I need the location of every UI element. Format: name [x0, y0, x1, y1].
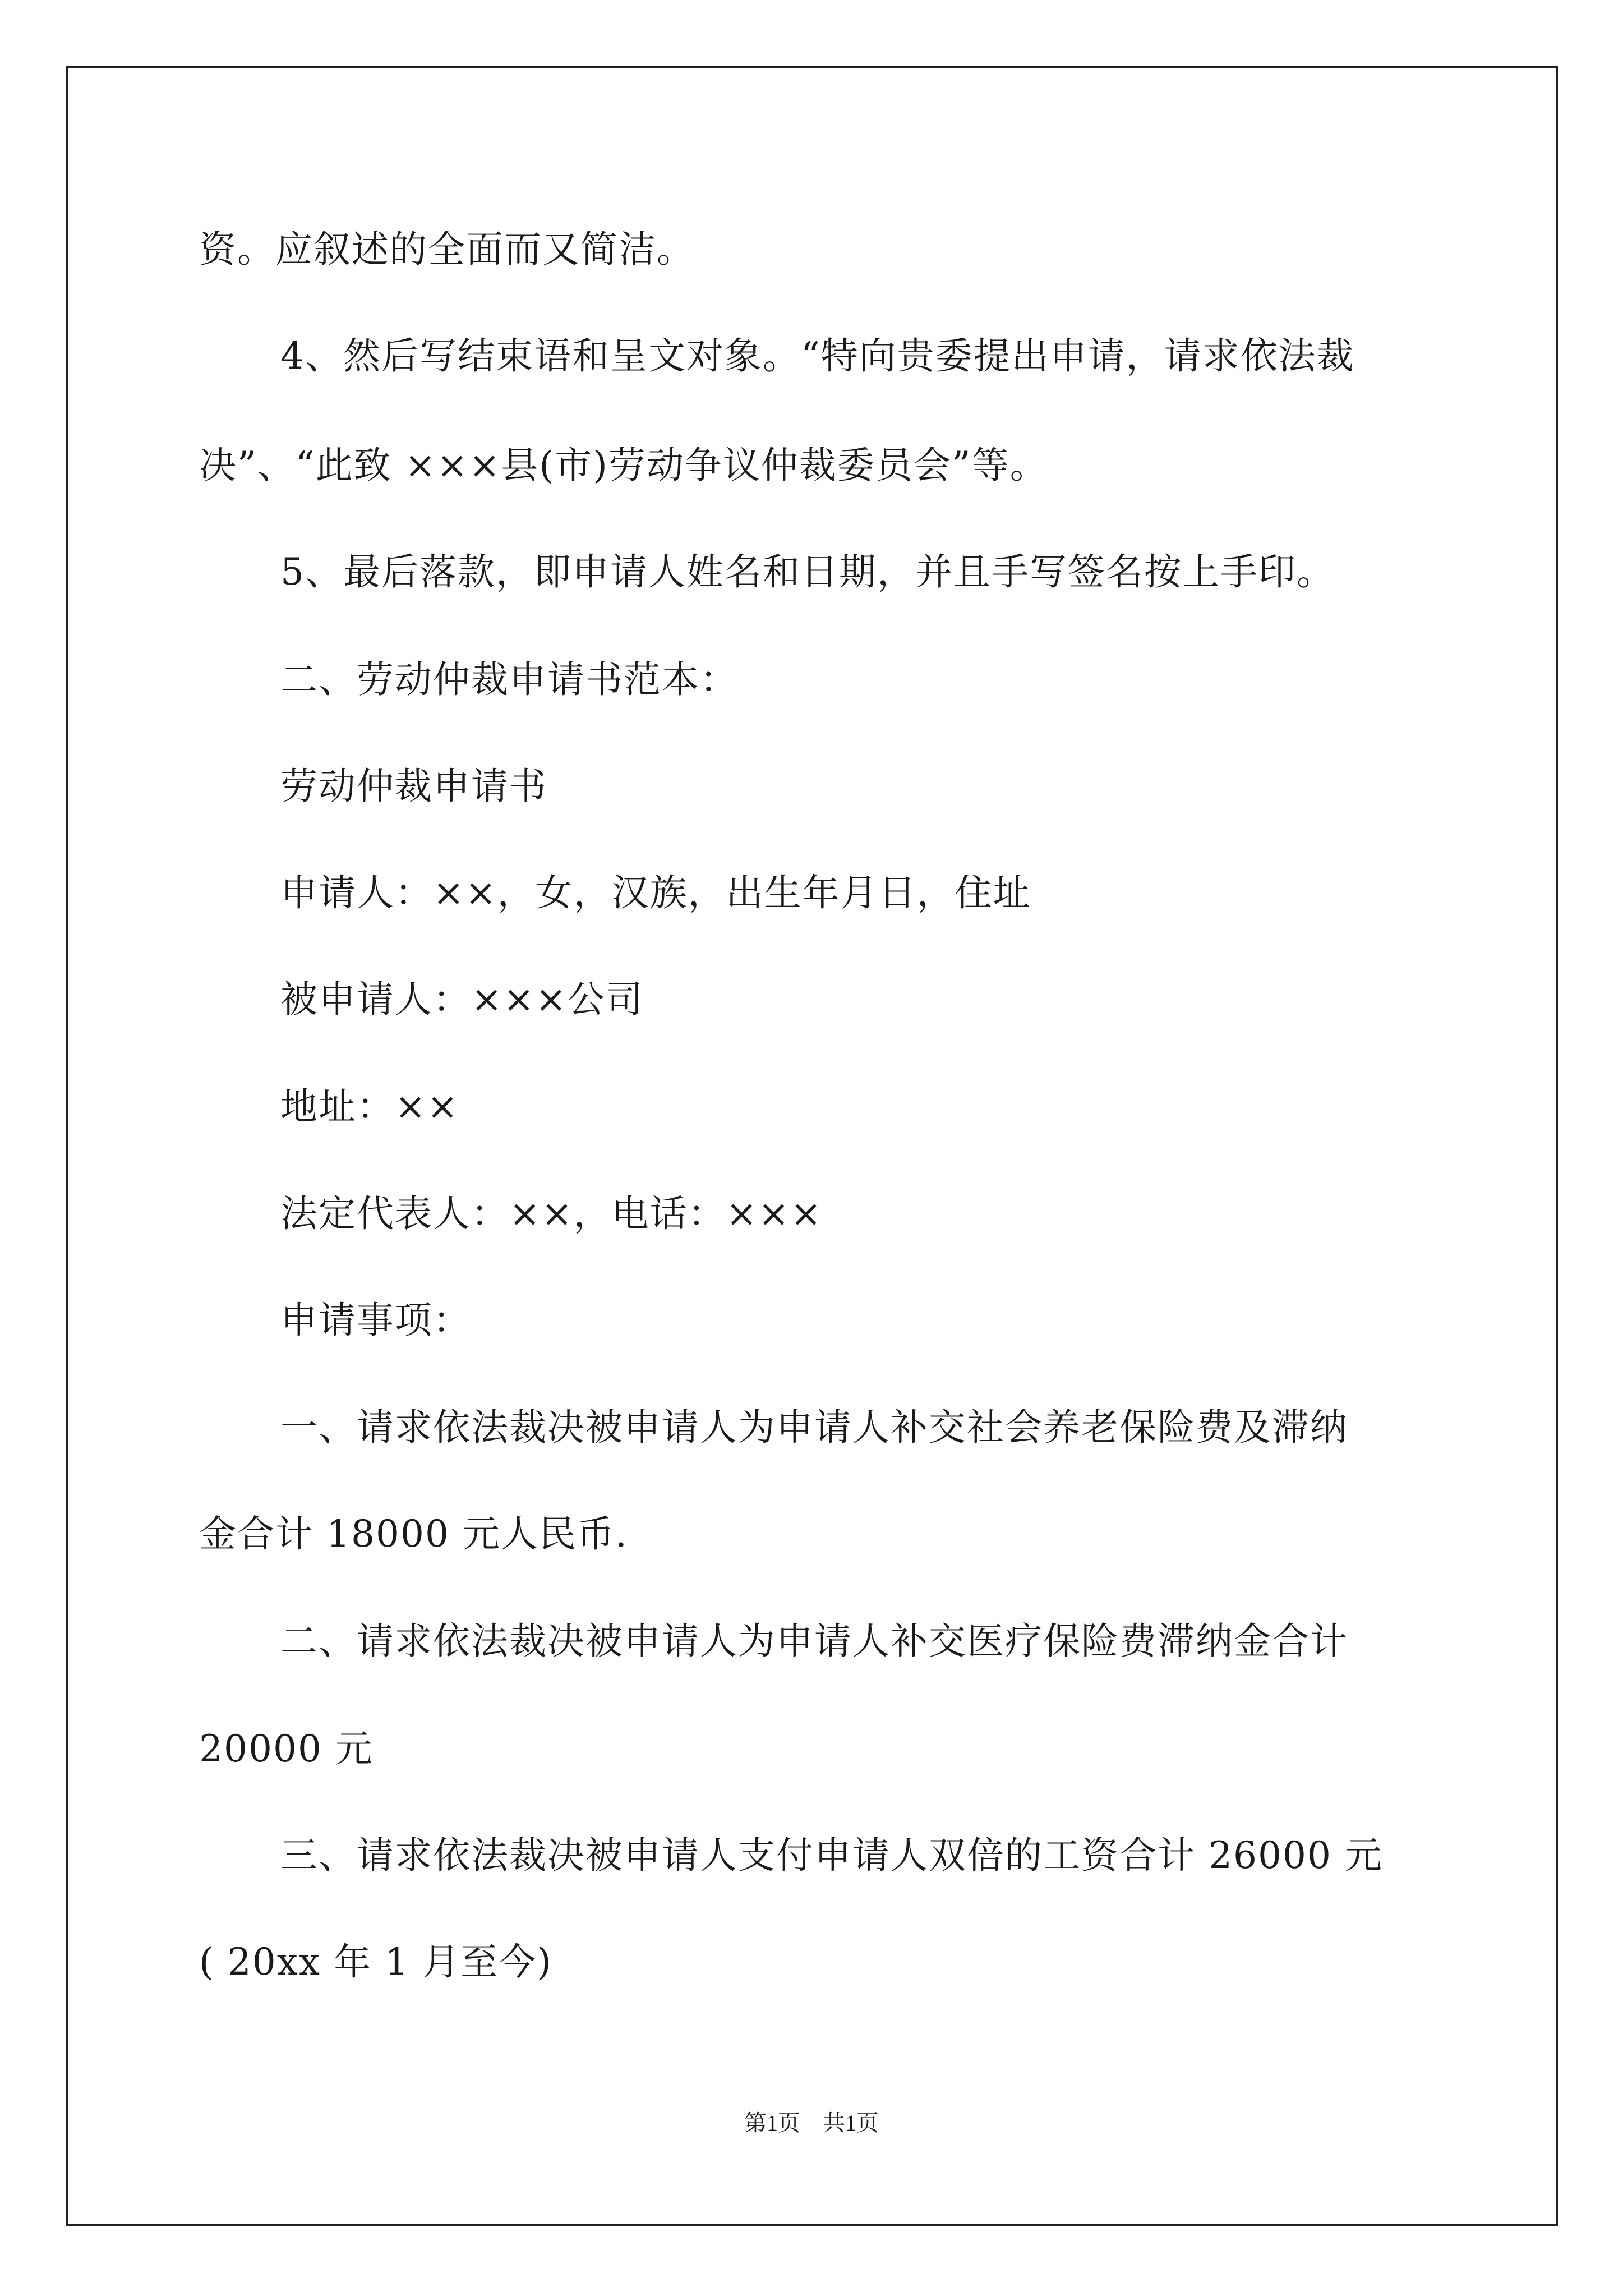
- section-heading: 二、劳动仲裁申请书范本：: [280, 658, 738, 701]
- page-number-footer: 第1页 共1页: [744, 2110, 879, 2136]
- text-line: 金合计 18000 元人民币.: [199, 1512, 628, 1556]
- page-border: [66, 66, 1558, 2226]
- text-line: 申请事项：: [280, 1299, 471, 1342]
- text-line: 决”、“此致 ×××县(市)劳动争议仲裁委员会”等。: [199, 444, 1048, 487]
- text-line: 5、最后落款，即申请人姓名和日期，并且手写签名按上手印。: [280, 550, 1335, 593]
- text-line: 三、请求依法裁决被申请人支付申请人双倍的工资合计 26000 元: [280, 1834, 1383, 1877]
- text-line: 被申请人：×××公司: [280, 978, 644, 1021]
- text-line: ( 20xx 年 1 月至今): [199, 1940, 552, 1984]
- text-line: 地址：××: [280, 1085, 459, 1128]
- text-line: 二、请求依法裁决被申请人为申请人补交医疗保险费滞纳金合计: [280, 1619, 1348, 1663]
- text-line: 资。应叙述的全面而又简洁。: [199, 228, 695, 271]
- text-line: 法定代表人：××，电话：×××: [280, 1192, 823, 1235]
- text-line: 4、然后写结束语和呈文对象。“特向贵委提出申请，请求依法裁: [280, 334, 1355, 378]
- text-line: 一、请求依法裁决被申请人为申请人补交社会养老保险费及滞纳: [280, 1406, 1348, 1449]
- document-title: 劳动仲裁申请书: [280, 765, 547, 808]
- text-line: 20000 元: [199, 1727, 374, 1770]
- text-line: 申请人：××，女，汉族，出生年月日，住址: [280, 871, 1031, 914]
